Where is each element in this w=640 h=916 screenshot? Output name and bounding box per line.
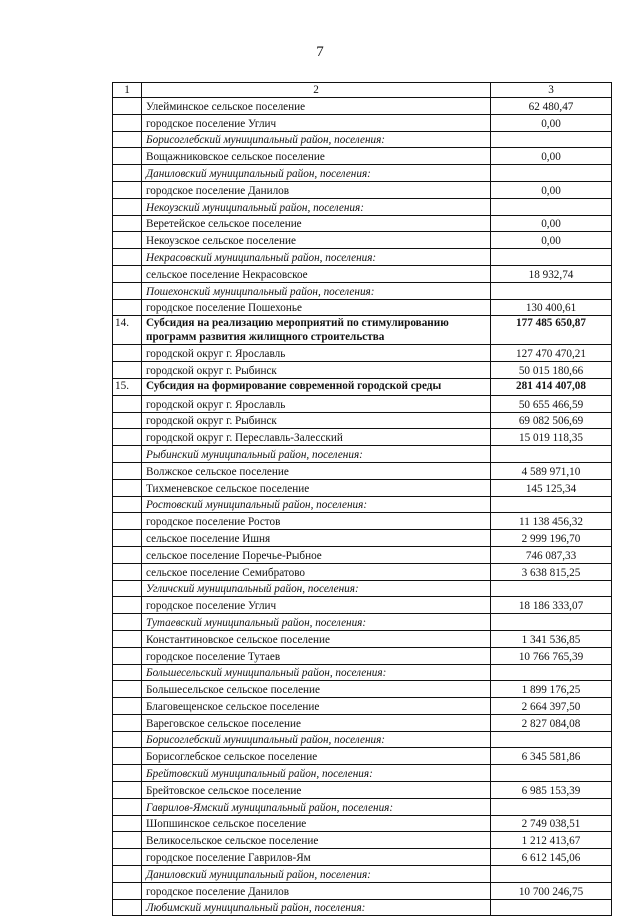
table-row bbox=[113, 698, 612, 715]
table-row bbox=[113, 181, 612, 198]
amount: 50 015 180,66 bbox=[491, 362, 612, 379]
row-number bbox=[113, 731, 142, 748]
recipient-name: городское поселение Ростов bbox=[142, 513, 491, 530]
district-row bbox=[113, 899, 612, 916]
row-number bbox=[113, 249, 142, 266]
table-row bbox=[113, 479, 612, 496]
header-col-1: 1 bbox=[113, 83, 142, 98]
district-row bbox=[113, 798, 612, 815]
district-row bbox=[113, 580, 612, 597]
amount: 130 400,61 bbox=[491, 299, 612, 316]
table-row bbox=[113, 782, 612, 799]
amount: 18 932,74 bbox=[491, 265, 612, 282]
amount: 1 341 536,85 bbox=[491, 630, 612, 647]
row-number bbox=[113, 681, 142, 698]
table-row bbox=[113, 148, 612, 165]
row-number: 15. bbox=[113, 378, 142, 395]
row-number bbox=[113, 148, 142, 165]
recipient-name: Шопшинское сельское поселение bbox=[142, 815, 491, 832]
district-name: Ростовский муниципальный район, поселения: bbox=[142, 496, 491, 513]
district-name: Тутаевский муниципальный район, поселения: bbox=[142, 614, 491, 631]
table-row bbox=[113, 681, 612, 698]
table-row bbox=[113, 299, 612, 316]
row-number bbox=[113, 114, 142, 131]
amount: 746 087,33 bbox=[491, 546, 612, 563]
table-row bbox=[113, 362, 612, 379]
row-number bbox=[113, 899, 142, 916]
row-number bbox=[113, 265, 142, 282]
row-number bbox=[113, 462, 142, 479]
recipient-name: городской округ г. Ярославль bbox=[142, 395, 491, 412]
amount: 281 414 407,08 bbox=[491, 378, 612, 395]
district-name: Пошехонский муниципальный район, поселения: bbox=[142, 282, 491, 299]
table-row bbox=[113, 630, 612, 647]
district-row bbox=[113, 614, 612, 631]
recipient-name: Благовещенское сельское поселение bbox=[142, 698, 491, 715]
amount: 0,00 bbox=[491, 215, 612, 232]
table-row bbox=[113, 215, 612, 232]
recipient-name: городское поселение Гаврилов-Ям bbox=[142, 849, 491, 866]
row-number bbox=[113, 131, 142, 148]
row-number bbox=[113, 748, 142, 765]
recipient-name: городское поселение Углич bbox=[142, 114, 491, 131]
table-row bbox=[113, 412, 612, 429]
district-row bbox=[113, 866, 612, 883]
recipient-name: Волжское сельское поселение bbox=[142, 462, 491, 479]
amount bbox=[491, 899, 612, 916]
amount: 2 999 196,70 bbox=[491, 530, 612, 547]
table-row bbox=[113, 714, 612, 731]
amount bbox=[491, 165, 612, 182]
amount: 6 985 153,39 bbox=[491, 782, 612, 799]
amount: 1 212 413,67 bbox=[491, 832, 612, 849]
amount: 6 345 581,86 bbox=[491, 748, 612, 765]
district-name: Даниловский муниципальный район, поселения: bbox=[142, 165, 491, 182]
row-number bbox=[113, 563, 142, 580]
recipient-name: сельское поселение Поречье-Рыбное bbox=[142, 546, 491, 563]
table-row bbox=[113, 815, 612, 832]
row-number bbox=[113, 165, 142, 182]
recipient-name: городской округ г. Переславль-Залесский bbox=[142, 429, 491, 446]
subsidy-row bbox=[113, 378, 612, 395]
row-number bbox=[113, 580, 142, 597]
amount bbox=[491, 198, 612, 215]
table-row bbox=[113, 647, 612, 664]
row-number bbox=[113, 698, 142, 715]
amount: 4 589 971,10 bbox=[491, 462, 612, 479]
recipient-name: Улейминское сельское поселение bbox=[142, 98, 491, 115]
district-row bbox=[113, 282, 612, 299]
row-number bbox=[113, 866, 142, 883]
amount: 50 655 466,59 bbox=[491, 395, 612, 412]
district-name: Некоузский муниципальный район, поселения: bbox=[142, 198, 491, 215]
district-name: Рыбинский муниципальный район, поселения: bbox=[142, 446, 491, 463]
row-number bbox=[113, 282, 142, 299]
table-header-row bbox=[113, 83, 612, 98]
recipient-name: сельское поселение Некрасовское bbox=[142, 265, 491, 282]
recipient-name: городское поселение Данилов bbox=[142, 882, 491, 899]
amount bbox=[491, 664, 612, 681]
table-row bbox=[113, 462, 612, 479]
row-number bbox=[113, 664, 142, 681]
district-row bbox=[113, 198, 612, 215]
row-number bbox=[113, 299, 142, 316]
row-number bbox=[113, 479, 142, 496]
recipient-name: городское поселение Углич bbox=[142, 597, 491, 614]
recipient-name: городской округ г. Рыбинск bbox=[142, 412, 491, 429]
recipient-name: Константиновское сельское поселение bbox=[142, 630, 491, 647]
amount: 0,00 bbox=[491, 181, 612, 198]
amount bbox=[491, 249, 612, 266]
row-number bbox=[113, 198, 142, 215]
recipient-name: городское поселение Пошехонье bbox=[142, 299, 491, 316]
district-row bbox=[113, 249, 612, 266]
amount: 0,00 bbox=[491, 232, 612, 249]
amount bbox=[491, 614, 612, 631]
amount: 15 019 118,35 bbox=[491, 429, 612, 446]
amount bbox=[491, 866, 612, 883]
row-number bbox=[113, 614, 142, 631]
row-number bbox=[113, 496, 142, 513]
district-name: Даниловский муниципальный район, поселения: bbox=[142, 866, 491, 883]
row-number bbox=[113, 429, 142, 446]
recipient-name: городской округ г. Ярославль bbox=[142, 345, 491, 362]
header-col-2: 2 bbox=[142, 83, 491, 98]
recipient-name: Вареговское сельское поселение bbox=[142, 714, 491, 731]
row-number bbox=[113, 546, 142, 563]
amount: 145 125,34 bbox=[491, 479, 612, 496]
amount: 6 612 145,06 bbox=[491, 849, 612, 866]
table-row bbox=[113, 832, 612, 849]
table-row bbox=[113, 395, 612, 412]
table-row bbox=[113, 597, 612, 614]
amount: 0,00 bbox=[491, 148, 612, 165]
amount: 177 485 650,87 bbox=[491, 316, 612, 345]
district-row bbox=[113, 446, 612, 463]
amount: 69 082 506,69 bbox=[491, 412, 612, 429]
row-number bbox=[113, 181, 142, 198]
district-row bbox=[113, 165, 612, 182]
amount: 3 638 815,25 bbox=[491, 563, 612, 580]
row-number bbox=[113, 215, 142, 232]
row-number bbox=[113, 782, 142, 799]
table-row bbox=[113, 563, 612, 580]
district-name: Борисоглебский муниципальный район, поселения: bbox=[142, 131, 491, 148]
row-number bbox=[113, 412, 142, 429]
amount bbox=[491, 446, 612, 463]
recipient-name: сельское поселение Ишня bbox=[142, 530, 491, 547]
amount: 18 186 333,07 bbox=[491, 597, 612, 614]
table-row bbox=[113, 265, 612, 282]
recipient-name: городской округ г. Рыбинск bbox=[142, 362, 491, 379]
recipient-name: Вощажниковское сельское поселение bbox=[142, 148, 491, 165]
page-number: 7 bbox=[316, 44, 324, 60]
row-number bbox=[113, 395, 142, 412]
amount bbox=[491, 731, 612, 748]
row-number bbox=[113, 345, 142, 362]
amount: 1 899 176,25 bbox=[491, 681, 612, 698]
amount bbox=[491, 798, 612, 815]
district-row bbox=[113, 131, 612, 148]
row-number bbox=[113, 647, 142, 664]
recipient-name: городское поселение Тутаев bbox=[142, 647, 491, 664]
row-number: 14. bbox=[113, 316, 142, 345]
row-number bbox=[113, 98, 142, 115]
row-number bbox=[113, 446, 142, 463]
table-row bbox=[113, 114, 612, 131]
row-number bbox=[113, 513, 142, 530]
table-row bbox=[113, 530, 612, 547]
recipient-name: Брейтовское сельское поселение bbox=[142, 782, 491, 799]
amount: 10 766 765,39 bbox=[491, 647, 612, 664]
amount: 0,00 bbox=[491, 114, 612, 131]
amount bbox=[491, 496, 612, 513]
row-number bbox=[113, 232, 142, 249]
amount: 2 827 084,08 bbox=[491, 714, 612, 731]
amount bbox=[491, 765, 612, 782]
district-name: Угличский муниципальный район, поселения: bbox=[142, 580, 491, 597]
recipient-name: Великосельское сельское поселение bbox=[142, 832, 491, 849]
district-row bbox=[113, 496, 612, 513]
subsidy-table bbox=[112, 82, 612, 916]
header-col-3: 3 bbox=[491, 83, 612, 98]
recipient-name: Тихменевское сельское поселение bbox=[142, 479, 491, 496]
recipient-name: Субсидия на реализацию мероприятий по стимулированию программ развития жилищного строительства bbox=[142, 316, 491, 345]
amount bbox=[491, 131, 612, 148]
amount bbox=[491, 282, 612, 299]
table-row bbox=[113, 345, 612, 362]
district-name: Большесельский муниципальный район, поселения: bbox=[142, 664, 491, 681]
table-row bbox=[113, 429, 612, 446]
recipient-name: городское поселение Данилов bbox=[142, 181, 491, 198]
district-name: Брейтовский муниципальный район, поселения: bbox=[142, 765, 491, 782]
row-number bbox=[113, 630, 142, 647]
row-number bbox=[113, 815, 142, 832]
row-number bbox=[113, 362, 142, 379]
district-name: Борисоглебский муниципальный район, поселения: bbox=[142, 731, 491, 748]
row-number bbox=[113, 714, 142, 731]
district-row bbox=[113, 731, 612, 748]
row-number bbox=[113, 597, 142, 614]
recipient-name: Веретейское сельское поселение bbox=[142, 215, 491, 232]
table-row bbox=[113, 882, 612, 899]
row-number bbox=[113, 882, 142, 899]
amount: 2 749 038,51 bbox=[491, 815, 612, 832]
row-number bbox=[113, 798, 142, 815]
amount: 2 664 397,50 bbox=[491, 698, 612, 715]
recipient-name: Большесельское сельское поселение bbox=[142, 681, 491, 698]
district-row bbox=[113, 765, 612, 782]
table-row bbox=[113, 849, 612, 866]
row-number bbox=[113, 530, 142, 547]
row-number bbox=[113, 849, 142, 866]
row-number bbox=[113, 832, 142, 849]
district-name: Гаврилов-Ямский муниципальный район, поселения: bbox=[142, 798, 491, 815]
subsidy-row bbox=[113, 316, 612, 345]
amount: 127 470 470,21 bbox=[491, 345, 612, 362]
row-number bbox=[113, 765, 142, 782]
amount: 10 700 246,75 bbox=[491, 882, 612, 899]
table-row bbox=[113, 513, 612, 530]
recipient-name: Субсидия на формирование современной городской среды bbox=[142, 378, 491, 395]
table-row bbox=[113, 232, 612, 249]
recipient-name: Борисоглебское сельское поселение bbox=[142, 748, 491, 765]
recipient-name: Некоузское сельское поселение bbox=[142, 232, 491, 249]
amount: 11 138 456,32 bbox=[491, 513, 612, 530]
district-row bbox=[113, 664, 612, 681]
amount bbox=[491, 580, 612, 597]
district-name: Любимский муниципальный район, поселения: bbox=[142, 899, 491, 916]
district-name: Некрасовский муниципальный район, поселения: bbox=[142, 249, 491, 266]
amount: 62 480,47 bbox=[491, 98, 612, 115]
table-row bbox=[113, 748, 612, 765]
table-row bbox=[113, 546, 612, 563]
recipient-name: сельское поселение Семибратово bbox=[142, 563, 491, 580]
table-row bbox=[113, 98, 612, 115]
